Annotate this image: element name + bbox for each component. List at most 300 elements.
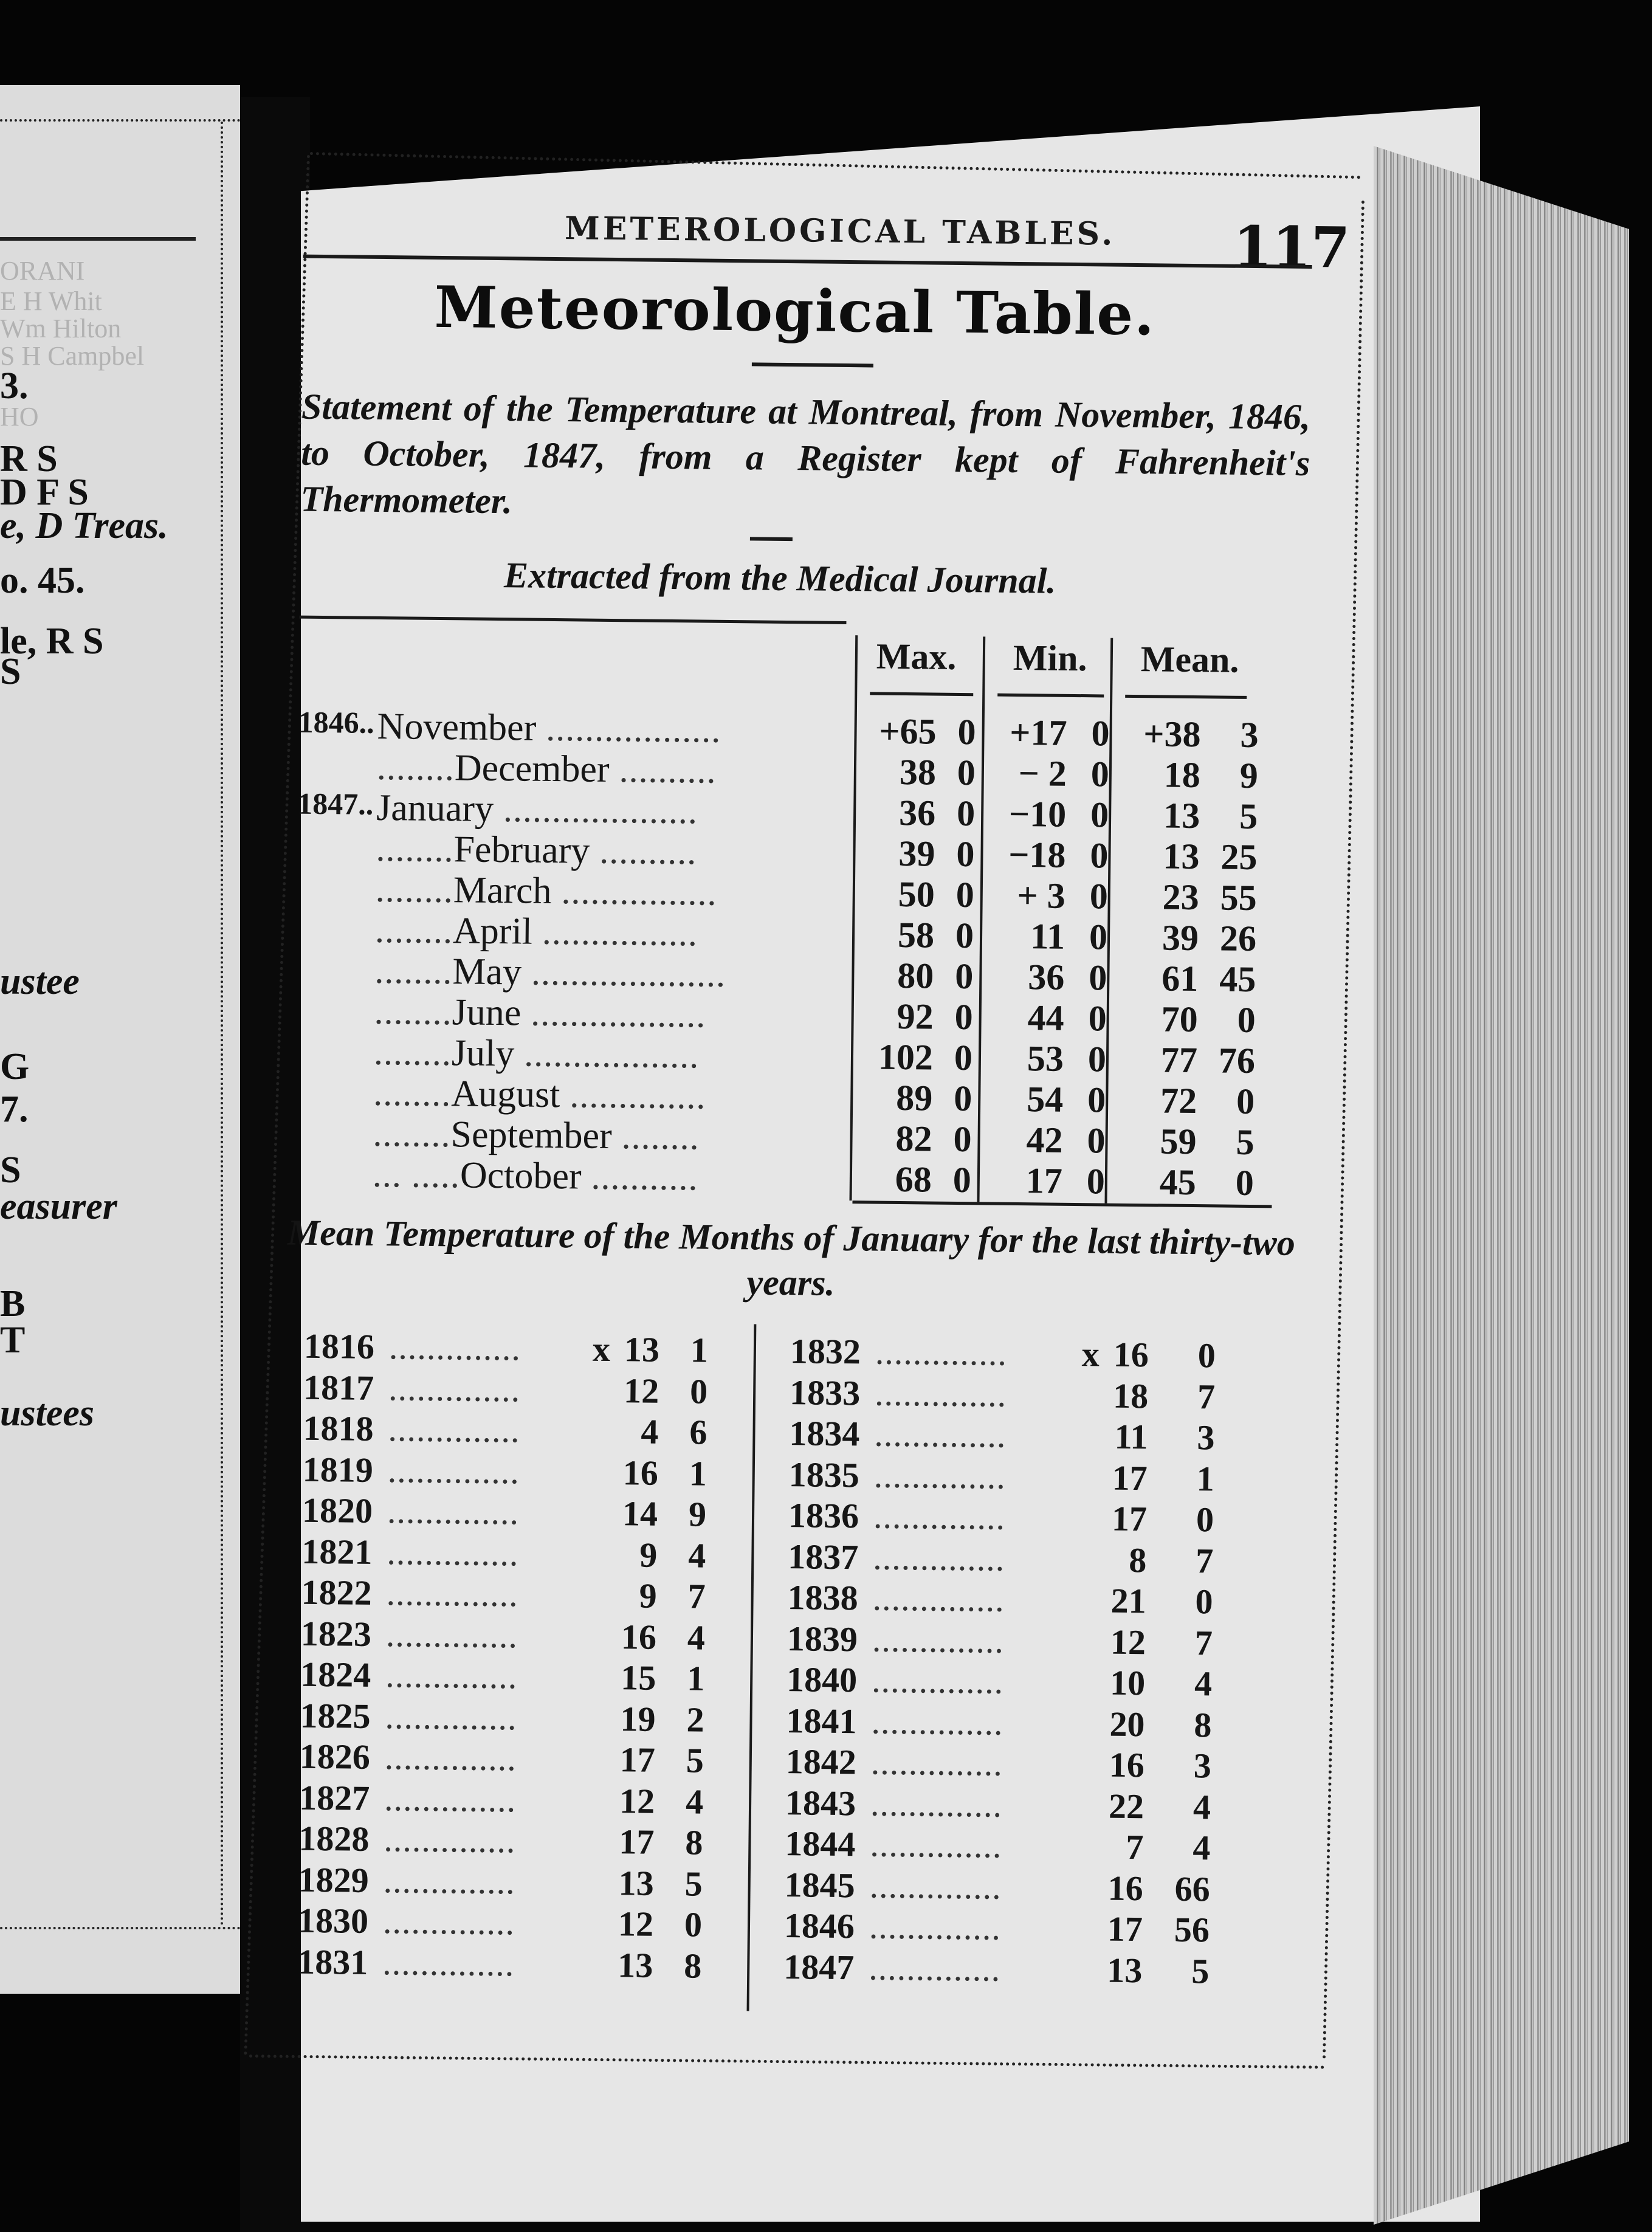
january-year: 1819 [302, 1449, 374, 1490]
january-fraction: 6 [689, 1412, 707, 1452]
leader-dots: ........ [375, 869, 454, 911]
january-year: 1829 [298, 1859, 370, 1900]
january-row [788, 1495, 1239, 1541]
month-name: November [377, 705, 537, 749]
leader-dots: .............. [385, 1614, 518, 1655]
january-year: 1841 [786, 1700, 857, 1741]
max-degrees: 50 [898, 873, 935, 915]
january-row [303, 1408, 753, 1454]
january-degrees: 17 [619, 1740, 656, 1780]
january-fraction: 3 [1193, 1746, 1212, 1786]
january-degrees: 15 [620, 1658, 656, 1698]
min-fraction: 0 [1087, 1080, 1106, 1120]
leader-dots: ........ [376, 746, 455, 788]
max-fraction: 0 [955, 956, 974, 997]
leader-dots: .............. [386, 1573, 519, 1614]
min-fraction: 0 [1087, 1120, 1106, 1161]
january-degrees: 17 [619, 1822, 655, 1862]
leader-dots: .............. [868, 1948, 1001, 1989]
mean-fraction: 0 [1237, 999, 1256, 1041]
leader-dots: .............. [870, 1824, 1002, 1865]
row-month [374, 1031, 700, 1078]
january-degrees: 22 [1108, 1786, 1144, 1826]
january-row [790, 1331, 1241, 1377]
row-month [376, 787, 698, 833]
mean-fraction: 0 [1235, 1162, 1254, 1204]
page-title: Meteorological Table. [434, 274, 1156, 349]
mean-degrees: +38 [1143, 714, 1201, 755]
january-mark: x [592, 1329, 611, 1369]
left-page-line: ustee [0, 961, 80, 1002]
january-row [787, 1577, 1237, 1623]
january-fraction: 0 [684, 1904, 703, 1944]
january-year: 1833 [789, 1372, 861, 1413]
left-page-line: S [0, 1149, 21, 1191]
month-name: May [452, 951, 522, 993]
left-page-bottom-border [0, 1927, 240, 1935]
min-degrees: 44 [1027, 997, 1065, 1038]
leader-dots: .................. [521, 993, 706, 1035]
leader-dots: .............. [387, 1450, 520, 1491]
leader-dots: .............. [873, 1455, 1007, 1497]
min-degrees: −18 [1008, 834, 1066, 875]
leader-dots: .............. [388, 1327, 521, 1368]
january-fraction: 1 [686, 1658, 705, 1698]
january-row [303, 1366, 754, 1413]
max-fraction: 0 [954, 1037, 973, 1078]
january-row [298, 1900, 748, 1946]
left-page-line: ustees [0, 1393, 94, 1434]
january-year: 1831 [297, 1941, 368, 1982]
column-header-rule [870, 692, 973, 696]
january-degrees: 19 [620, 1698, 656, 1739]
january-year: 1837 [788, 1536, 859, 1577]
january-row [788, 1454, 1239, 1500]
leader-dots: .............. [870, 1783, 1003, 1825]
title-rule [752, 362, 873, 367]
january-year: 1844 [785, 1824, 856, 1864]
row-year: 1846.. [298, 704, 374, 740]
max-degrees: 36 [898, 792, 936, 833]
leader-dots: .................... [521, 952, 726, 994]
min-fraction: 0 [1089, 957, 1107, 998]
row-month [374, 949, 726, 996]
january-year: 1828 [298, 1818, 370, 1859]
january-degrees: 7 [1126, 1827, 1144, 1867]
mean-degrees: 23 [1162, 877, 1200, 918]
max-fraction: 0 [955, 874, 975, 915]
january-fraction: 0 [1196, 1500, 1214, 1540]
leader-dots: .......... [609, 749, 717, 791]
mean-degrees: 13 [1163, 795, 1200, 836]
january-row [786, 1700, 1236, 1746]
min-fraction: 0 [1086, 1161, 1106, 1202]
january-fraction: 4 [1193, 1786, 1211, 1827]
left-page-line: B [0, 1283, 26, 1324]
left-page-line: S H Campbel [0, 341, 145, 371]
left-page-line: e, D Treas. [0, 505, 168, 546]
mean-fraction: 5 [1236, 1121, 1254, 1163]
january-year: 1816 [303, 1326, 375, 1366]
left-page-rule [0, 237, 196, 241]
january-year: 1827 [298, 1777, 370, 1818]
january-degrees: 13 [617, 1944, 653, 1985]
january-fraction: 8 [683, 1945, 702, 1986]
leader-dots: ........ [373, 1032, 452, 1073]
leader-dots: .............. [874, 1373, 1007, 1414]
january-year: 1825 [300, 1695, 371, 1736]
january-fraction: 4 [688, 1535, 706, 1576]
left-page-line: easurer [0, 1186, 117, 1227]
leader-dots: .............. [869, 1906, 1002, 1948]
january-year: 1845 [784, 1864, 856, 1905]
leader-dots: .......... [589, 830, 697, 872]
leader-dots: .............. [388, 1409, 520, 1450]
left-page-line: ORANI [0, 256, 85, 286]
leader-dots: .................. [535, 708, 721, 750]
january-year: 1818 [303, 1408, 374, 1448]
leader-dots: .............. [384, 1737, 517, 1779]
january-fraction: 7 [687, 1576, 706, 1616]
january-row [789, 1413, 1239, 1459]
january-row [784, 1905, 1234, 1951]
mean-fraction: 76 [1218, 1040, 1256, 1081]
left-page-top-border [0, 119, 240, 128]
row-year: 1847.. [297, 786, 374, 821]
january-row [784, 1864, 1234, 1910]
row-month [373, 1072, 706, 1118]
month-name: June [452, 991, 521, 1034]
left-page-line: HO [0, 402, 39, 432]
january-degrees: 17 [1112, 1458, 1148, 1498]
max-fraction: 0 [956, 833, 975, 875]
left-page-line: G [0, 1046, 30, 1087]
month-name: August [450, 1073, 560, 1116]
leader-dots: .............. [872, 1578, 1005, 1619]
january-degrees: 12 [619, 1780, 655, 1821]
leader-dots: .............. [871, 1701, 1003, 1743]
mean-degrees: 72 [1160, 1080, 1197, 1121]
max-degrees: 68 [895, 1159, 932, 1200]
january-fraction: 3 [1197, 1417, 1215, 1458]
max-fraction: 0 [956, 793, 976, 834]
month-name: September [450, 1114, 613, 1157]
mean-degrees: 77 [1160, 1039, 1198, 1081]
leader-dots: .............. [385, 1696, 517, 1737]
month-name: October [459, 1154, 582, 1197]
january-degrees: 20 [1109, 1704, 1145, 1744]
mean-fraction: 55 [1220, 877, 1258, 918]
leader-dots: .............. [870, 1742, 1003, 1783]
january-fraction: 4 [1193, 1828, 1211, 1868]
january-row [787, 1618, 1237, 1664]
january-row [298, 1859, 748, 1905]
january-degrees: 16 [621, 1616, 657, 1657]
january-year: 1842 [785, 1741, 857, 1782]
left-page-line: E H Whit [0, 286, 102, 316]
january-fraction: 8 [1194, 1704, 1212, 1745]
january-row [788, 1536, 1238, 1582]
leader-dots: ........ [374, 909, 453, 951]
max-fraction: 0 [953, 1078, 972, 1119]
january-degrees: 8 [1129, 1540, 1147, 1580]
min-degrees: 17 [1025, 1160, 1063, 1201]
january-row [300, 1654, 751, 1700]
mean-degrees: 39 [1162, 917, 1199, 959]
mean-fraction: 45 [1219, 959, 1256, 1000]
january-degrees: 13 [1106, 1950, 1143, 1990]
leader-dots: .............. [387, 1491, 520, 1532]
max-fraction: 0 [957, 752, 976, 793]
month-name: December [454, 747, 610, 790]
min-fraction: 0 [1089, 876, 1109, 917]
january-fraction: 7 [1196, 1540, 1214, 1580]
leader-dots: .................... [493, 788, 698, 832]
january-row [299, 1777, 749, 1823]
min-fraction: 0 [1090, 754, 1110, 794]
january-degrees: 16 [1113, 1334, 1149, 1375]
january-degrees: 17 [1111, 1498, 1148, 1539]
january-year: 1840 [786, 1659, 858, 1700]
january-year: 1823 [300, 1613, 372, 1654]
mean-fraction: 9 [1239, 755, 1259, 796]
january-row [298, 1818, 749, 1864]
january-year: 1836 [788, 1495, 859, 1536]
january-row [304, 1326, 754, 1372]
january-degrees: 13 [618, 1862, 655, 1903]
table-top-rule [299, 616, 846, 624]
leader-dots: .................. [514, 1033, 700, 1076]
january-fraction: 2 [686, 1699, 704, 1740]
mean-fraction: 3 [1240, 714, 1259, 756]
leader-dots: ........ [376, 828, 454, 870]
min-degrees: +17 [1010, 712, 1067, 753]
max-fraction: 0 [953, 1118, 972, 1160]
max-degrees: 80 [897, 955, 934, 996]
min-degrees: 53 [1027, 1038, 1064, 1079]
january-year: 1824 [300, 1654, 371, 1695]
january-year: 1820 [301, 1490, 373, 1531]
min-degrees: + 3 [1017, 875, 1066, 916]
january-degrees: 17 [1107, 1909, 1143, 1949]
january-degrees: 16 [1109, 1745, 1145, 1785]
min-degrees: 54 [1026, 1079, 1064, 1120]
row-month [375, 909, 698, 956]
mean-degrees: 13 [1163, 836, 1200, 877]
row-month [376, 827, 697, 874]
leader-dots: ........ [373, 1113, 451, 1155]
left-page-line: D F S [0, 472, 89, 513]
max-degrees: 102 [878, 1036, 934, 1078]
min-fraction: 0 [1089, 917, 1108, 957]
leader-dots: ........ [373, 1072, 452, 1114]
min-degrees: 42 [1026, 1120, 1063, 1160]
page-content [248, 182, 1351, 2059]
january-row [301, 1572, 751, 1618]
left-page-line: le, R S [0, 621, 104, 662]
leader-dots: ................ [532, 911, 698, 954]
january-fraction: 7 [1194, 1622, 1213, 1662]
january-table-title: Mean Temperature of the Months of January for the last thirty-two years. [287, 1212, 1296, 1303]
mean-fraction: 5 [1239, 796, 1258, 837]
january-year: 1817 [303, 1367, 374, 1408]
page-edges [1374, 146, 1629, 2225]
january-fraction: 66 [1174, 1869, 1211, 1909]
january-fraction: 8 [685, 1822, 703, 1862]
leader-dots: .............. [385, 1655, 518, 1696]
leader-dots: .............. [869, 1865, 1002, 1907]
month-name: July [451, 1032, 515, 1075]
max-degrees: 39 [898, 833, 935, 874]
january-fraction: 7 [1197, 1376, 1216, 1416]
row-month [377, 746, 717, 793]
left-page-line: Wm Hilton [0, 314, 122, 343]
january-year: 1835 [788, 1454, 860, 1495]
january-mark: x [1081, 1334, 1100, 1374]
january-year: 1843 [785, 1782, 856, 1823]
january-fraction: 4 [687, 1617, 706, 1658]
january-row [786, 1659, 1237, 1705]
column-header-max: Max. [876, 636, 957, 677]
january-degrees: 13 [624, 1329, 660, 1369]
january-row [783, 1946, 1234, 1993]
row-month [374, 990, 706, 1037]
min-degrees: −10 [1008, 793, 1067, 835]
january-degrees: 12 [1110, 1622, 1146, 1662]
leader-dots: ........ [374, 950, 453, 992]
january-fraction: 4 [1194, 1664, 1213, 1704]
statement-text: Statement of the Temperature at Montreal, from November, 1846, to October, 1847, from a Register kept of Fahrenheit's Thermometer. [300, 386, 1311, 522]
january-degrees: 16 [622, 1452, 659, 1493]
leader-dots: .............. [388, 1368, 521, 1409]
max-degrees: 92 [897, 996, 934, 1037]
january-row [301, 1613, 751, 1659]
page-number: 117 [1233, 213, 1351, 281]
january-row [302, 1448, 752, 1495]
january-fraction: 56 [1174, 1909, 1210, 1950]
january-degrees: 21 [1110, 1580, 1146, 1621]
mean-degrees: 61 [1162, 958, 1199, 999]
january-year: 1821 [301, 1531, 373, 1572]
left-page-line: S [0, 651, 21, 692]
leader-dots: ........ [374, 991, 453, 1033]
min-degrees: 11 [1030, 916, 1065, 957]
mean-fraction: 25 [1220, 836, 1258, 878]
row-month [377, 705, 721, 752]
january-fraction: 1 [1196, 1458, 1215, 1498]
column-header-rule [1125, 695, 1247, 699]
leader-dots: .............. [383, 1860, 516, 1901]
january-row [301, 1531, 752, 1577]
leader-dots: .............. [387, 1532, 519, 1573]
january-year: 1834 [789, 1413, 860, 1454]
row-month [375, 868, 717, 915]
january-degrees: 16 [1107, 1868, 1144, 1908]
mean-degrees: 59 [1160, 1121, 1197, 1162]
min-degrees: 36 [1028, 957, 1065, 997]
month-name: March [453, 869, 552, 912]
left-page-line: T [0, 1320, 26, 1361]
january-row [785, 1823, 1235, 1869]
january-fraction: 0 [1197, 1335, 1216, 1376]
january-year: 1830 [297, 1900, 369, 1941]
max-fraction: 0 [955, 915, 974, 956]
leader-dots: .............. [384, 1778, 517, 1819]
january-row [302, 1490, 752, 1536]
month-name: February [453, 828, 590, 872]
january-year: 1839 [786, 1618, 858, 1659]
january-year: 1846 [783, 1906, 855, 1946]
january-degrees: 12 [623, 1370, 659, 1411]
left-page-line: 7. [0, 1089, 29, 1130]
min-fraction: 0 [1091, 713, 1110, 754]
leader-dots: .............. [382, 1942, 515, 1983]
leader-dots: .............. [873, 1537, 1005, 1579]
left-page-line: 3. [0, 365, 29, 407]
january-fraction: 0 [689, 1371, 708, 1411]
column-header-mean: Mean. [1140, 639, 1239, 680]
min-fraction: 0 [1090, 794, 1109, 835]
min-fraction: 0 [1090, 835, 1109, 876]
mean-degrees: 18 [1163, 754, 1201, 796]
january-year: 1826 [299, 1736, 371, 1777]
january-year: 1822 [301, 1572, 373, 1613]
max-degrees: 38 [899, 751, 937, 793]
left-page-fragment [0, 85, 240, 1994]
leader-dots: ........ [611, 1116, 700, 1157]
row-month [373, 1112, 700, 1159]
january-row [785, 1741, 1236, 1787]
leader-dots: .............. [874, 1414, 1007, 1455]
january-degrees: 9 [639, 1576, 658, 1616]
dash-rule [750, 537, 793, 541]
leader-dots: .............. [875, 1332, 1008, 1373]
column-header-rule [997, 694, 1104, 698]
max-fraction: 0 [952, 1159, 972, 1200]
mean-fraction: 0 [1236, 1081, 1255, 1122]
left-page-line: o. 45. [0, 560, 85, 601]
january-fraction: 9 [688, 1494, 707, 1534]
running-head: METEROLOGICAL TABLES. [564, 210, 1116, 253]
min-degrees: − 2 [1018, 753, 1067, 794]
header-rule [303, 255, 1312, 269]
january-degrees: 14 [622, 1493, 658, 1534]
january-row [297, 1941, 748, 1987]
month-name: April [452, 910, 533, 952]
january-degrees: 10 [1109, 1662, 1146, 1703]
january-year: 1847 [783, 1946, 855, 1987]
max-fraction: 0 [954, 996, 974, 1038]
max-fraction: 0 [957, 711, 976, 753]
column-header-min: Min. [1013, 637, 1087, 679]
mean-degrees: 45 [1159, 1162, 1197, 1203]
min-fraction: 0 [1087, 1039, 1107, 1080]
january-fraction: 0 [1195, 1582, 1213, 1622]
january-degrees: 18 [1112, 1376, 1149, 1416]
mean-degrees: 70 [1161, 999, 1199, 1040]
january-degrees: 12 [618, 1904, 654, 1944]
min-fraction: 0 [1088, 998, 1107, 1039]
leader-dots: ........... [581, 1156, 698, 1198]
leader-dots: ................ [551, 870, 717, 913]
max-degrees: +65 [879, 711, 937, 752]
january-fraction: 4 [685, 1781, 704, 1822]
january-fraction: 1 [689, 1453, 707, 1493]
row-month [373, 1153, 698, 1200]
max-degrees: 89 [895, 1077, 933, 1118]
january-row [785, 1782, 1236, 1828]
leader-dots: .............. [872, 1619, 1005, 1661]
